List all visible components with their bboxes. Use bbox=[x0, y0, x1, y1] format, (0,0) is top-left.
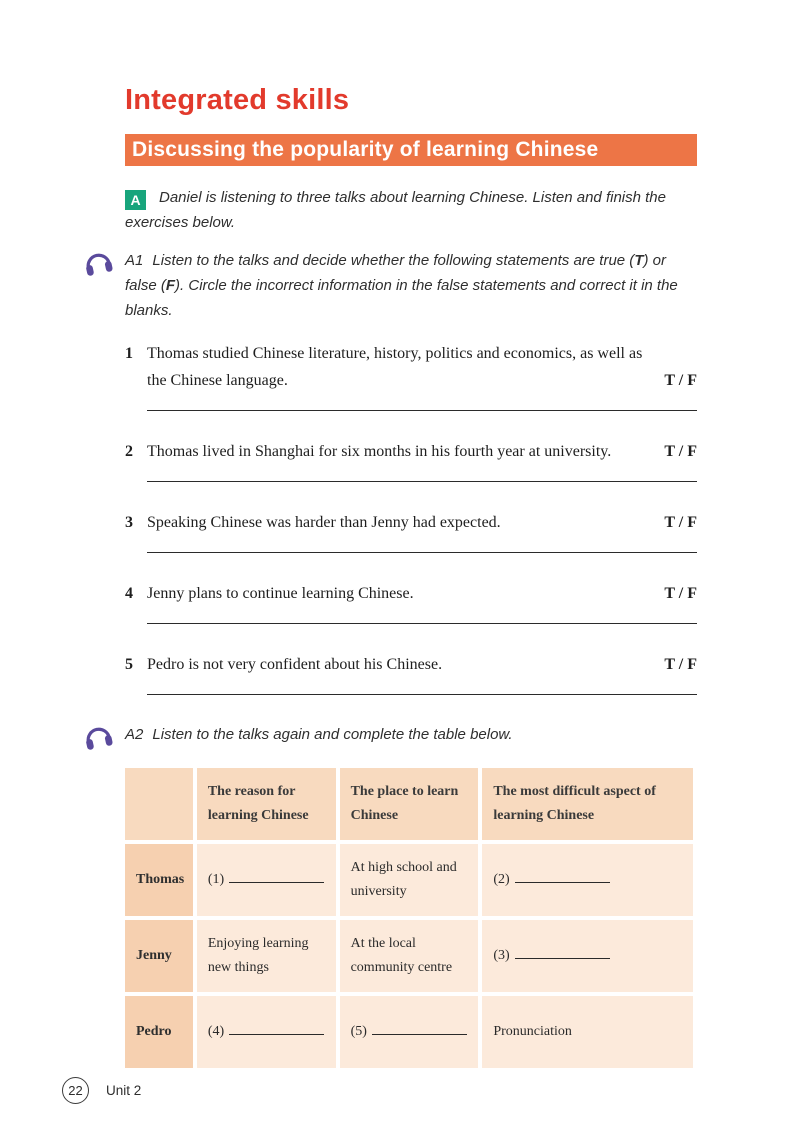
blank-number: (5) bbox=[350, 1024, 367, 1039]
fill-in-blank bbox=[515, 947, 610, 959]
answer-blank-line bbox=[147, 481, 697, 482]
table-row-pedro bbox=[125, 996, 693, 1068]
table-row-thomas bbox=[125, 844, 693, 916]
a1-instruction bbox=[125, 248, 697, 323]
statement-text: Thomas lived in Shanghai for six months in his fourth year at university. bbox=[147, 443, 612, 460]
page-footer bbox=[62, 1077, 141, 1104]
headphones-icon bbox=[82, 246, 114, 278]
true-false-choice: T / F bbox=[664, 372, 697, 389]
section-a-intro-text: Daniel is listening to three talks about learning Chinese. Listen and finish the exercises below. bbox=[125, 189, 666, 231]
row-label: Pedro bbox=[125, 996, 193, 1068]
a1-text-part3: ). bbox=[175, 277, 185, 294]
section-a-badge: A bbox=[125, 190, 146, 210]
unit-label: Unit 2 bbox=[106, 1083, 142, 1098]
answer-blank-line bbox=[147, 552, 697, 553]
cell-pedro-place bbox=[340, 996, 479, 1068]
statement-text: Pedro is not very confident about his Chinese. bbox=[147, 656, 443, 673]
fill-in-blank bbox=[515, 871, 610, 883]
a2-table bbox=[121, 764, 697, 1072]
row-label: Jenny bbox=[125, 920, 193, 992]
a1-label: A1 bbox=[125, 252, 144, 269]
statement-1 bbox=[125, 340, 697, 411]
row-label: Thomas bbox=[125, 844, 193, 916]
blank-number: (4) bbox=[207, 1024, 225, 1039]
statement-row bbox=[125, 651, 697, 678]
statement-text: Jenny plans to continue learning Chinese. bbox=[147, 585, 414, 602]
table-header-empty bbox=[125, 768, 193, 840]
answer-blank-line bbox=[147, 694, 697, 695]
a1-false-letter: F bbox=[165, 277, 176, 294]
blank-number: (3) bbox=[493, 948, 510, 963]
table-header-difficult: The most difficult aspect of learning Chinese bbox=[482, 768, 693, 840]
cell-thomas-reason bbox=[197, 844, 336, 916]
cell-jenny-difficult bbox=[482, 920, 693, 992]
page-title: Integrated skills bbox=[125, 84, 350, 116]
page-number-badge: 22 bbox=[62, 1077, 89, 1104]
statement-number: 2 bbox=[125, 443, 133, 460]
statement-2 bbox=[125, 438, 697, 482]
statement-text: Thomas studied Chinese literature, history, politics and economics, as well as the Chinese language. bbox=[147, 345, 643, 389]
statement-text: Speaking Chinese was harder than Jenny had expected. bbox=[147, 514, 501, 531]
table-header-reason: The reason for learning Chinese bbox=[197, 768, 336, 840]
table-header-place: The place to learn Chinese bbox=[340, 768, 479, 840]
section-banner: Discussing the popularity of learning Chinese bbox=[125, 134, 697, 166]
answer-blank-line bbox=[147, 410, 697, 411]
statement-row bbox=[125, 340, 697, 394]
cell-jenny-reason: Enjoying learning new things bbox=[197, 920, 336, 992]
true-false-choice: T / F bbox=[664, 656, 697, 673]
a2-label: A2 bbox=[125, 726, 144, 743]
cell-thomas-place: At high school and university bbox=[340, 844, 479, 916]
a2-text: Listen to the talks again and complete the table below. bbox=[152, 726, 513, 743]
statement-row bbox=[125, 580, 697, 607]
statement-number: 4 bbox=[125, 585, 133, 602]
true-false-choice: T / F bbox=[664, 443, 697, 460]
a2-instruction bbox=[125, 722, 697, 747]
fill-in-blank bbox=[372, 1023, 467, 1035]
fill-in-blank bbox=[229, 871, 324, 883]
cell-pedro-difficult: Pronunciation bbox=[482, 996, 693, 1068]
statement-row bbox=[125, 438, 697, 465]
statement-number: 1 bbox=[125, 345, 133, 362]
headphones-icon bbox=[82, 720, 114, 752]
cell-thomas-difficult bbox=[482, 844, 693, 916]
cell-pedro-reason bbox=[197, 996, 336, 1068]
true-false-choice: T / F bbox=[664, 514, 697, 531]
statement-row bbox=[125, 509, 697, 536]
section-a-intro bbox=[125, 185, 697, 235]
statement-4 bbox=[125, 580, 697, 624]
table-row-jenny bbox=[125, 920, 693, 992]
a1-text-line2: Circle the incorrect information in the false statements and correct it in the blanks. bbox=[125, 277, 678, 319]
statement-3 bbox=[125, 509, 697, 553]
statement-5 bbox=[125, 651, 697, 695]
table-header-row bbox=[125, 768, 693, 840]
a1-text-part1: Listen to the talks and decide whether the following statements are true ( bbox=[152, 252, 635, 269]
page-content bbox=[125, 0, 697, 1072]
a1-text-part2: ) or false ( bbox=[125, 252, 666, 294]
statements-list bbox=[125, 340, 697, 695]
blank-number: (2) bbox=[493, 872, 510, 887]
statement-number: 5 bbox=[125, 656, 133, 673]
fill-in-blank bbox=[229, 1023, 324, 1035]
blank-number: (1) bbox=[207, 872, 225, 887]
true-false-choice: T / F bbox=[664, 585, 697, 602]
a1-true-letter: T bbox=[634, 252, 644, 269]
answer-blank-line bbox=[147, 623, 697, 624]
cell-jenny-place: At the local community centre bbox=[340, 920, 479, 992]
statement-number: 3 bbox=[125, 514, 133, 531]
